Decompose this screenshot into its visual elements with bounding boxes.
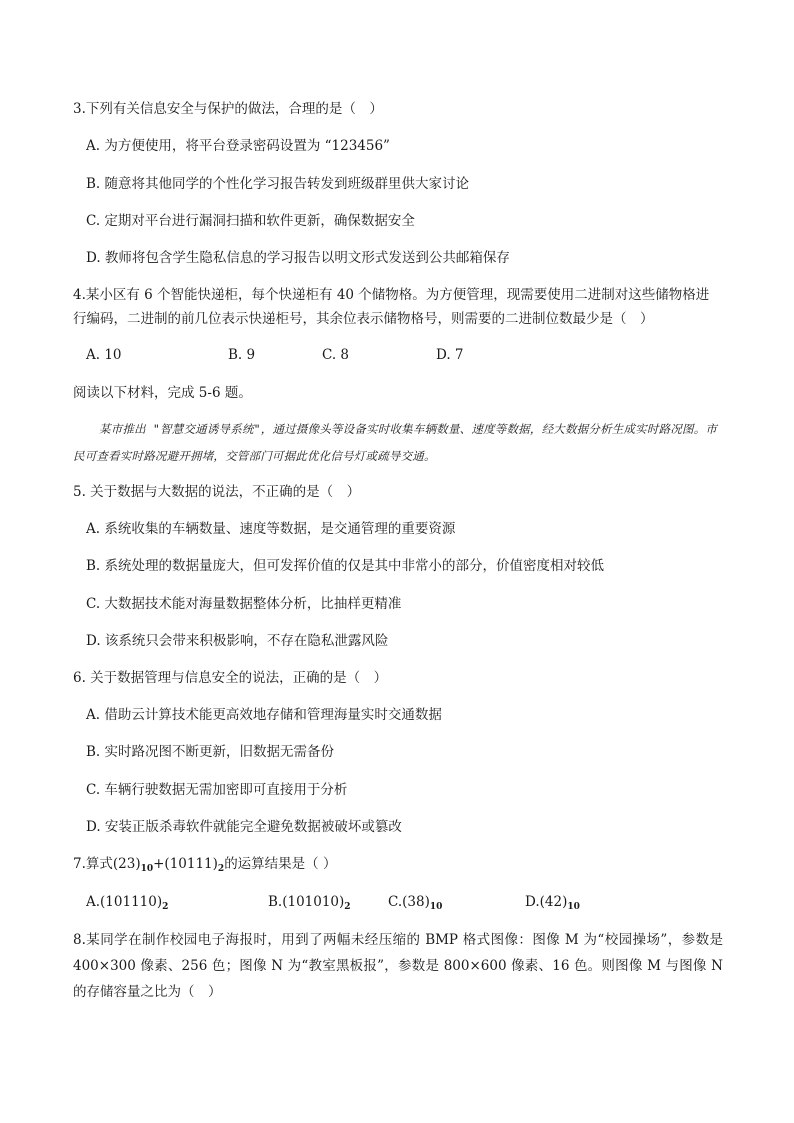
question-7-option-b-base: 2 [344,902,351,912]
question-6-stem: 6. 关于数据管理与信息安全的说法，正确的是（ ） [73,670,388,686]
question-5-option-a: A. 系统收集的车辆数量、速度等数据，是交通管理的重要资源 [86,521,456,537]
question-5-option-c: C. 大数据技术能对海量数据整体分析，比抽样更精准 [86,596,402,612]
question-7-option-d-base: 10 [567,902,580,912]
question-8-stem: 8.某同学在制作校园电子海报时，用到了两幅未经压缩的 BMP 格式图像：图像 M 为“校园操场”，参数是 400×300 像素、256 色；图像 N 为“教室黑板报”，参数是 800×600 像素、16 色。则图像 M 与图像 N 的存储容量之比为（ ） [73,932,723,1000]
question-3-option-d: D. 教师将包含学生隐私信息的学习报告以明文形式发送到公共邮箱保存 [86,250,510,266]
question-4-option-a: A. 10 [86,347,122,363]
question-7-stem-base-2: 2 [217,864,225,874]
question-7-option-a [86,892,168,917]
question-7-option-b-value: B.(101010) [268,894,345,910]
question-7-stem-mid: +(10111) [153,856,218,872]
question-3-stem: 3.下列有关信息安全与保护的做法，合理的是（ ） [73,101,383,117]
question-4-option-d: D. 7 [436,347,464,363]
question-7-option-c-value: C.(38) [388,894,430,910]
question-4-option-b: B. 9 [228,347,256,363]
question-6-option-a: A. 借助云计算技术能更高效地存储和管理海量实时交通数据 [86,707,442,723]
question-4-option-c: C. 8 [322,347,350,363]
question-5-option-b: B. 系统处理的数据量庞大，但可发挥价值的仅是其中非常小的部分，价值密度相对较低 [86,558,605,574]
question-3-option-b: B. 随意将其他同学的个性化学习报告转发到班级群里供大家讨论 [86,176,470,192]
question-3-option-a: A. 为方便使用，将平台登录密码设置为 “123456” [86,138,390,154]
question-7-option-d [525,892,580,917]
question-6-option-c: C. 车辆行驶数据无需加密即可直接用于分析 [86,782,348,798]
question-4-stem-line-2: 行编码，二进制的前几位表示快递柜号，其余位表示储物格号，则需要的二进制位数最少是（ ） [73,311,654,327]
question-7-stem-suffix: 的运算结果是（ ） [224,856,337,872]
question-7-stem [73,854,336,879]
question-7-option-c [388,892,442,917]
question-7-option-a-base: 2 [162,902,169,912]
reading-intro: 阅读以下材料，完成 5-6 题。 [73,385,252,401]
question-7-stem-prefix: 7.算式(23) [73,856,141,872]
question-3-option-c: C. 定期对平台进行漏洞扫描和软件更新，确保数据安全 [86,213,415,229]
question-6-option-d: D. 安装正版杀毒软件就能完全避免数据被破坏或篡改 [86,819,402,835]
question-6-option-b: B. 实时路况图不断更新，旧数据无需备份 [86,744,335,760]
question-7-option-a-value: A.(101110) [86,894,163,910]
question-4-stem-line-1: 4.某小区有 6 个智能快递柜，每个快递柜有 40 个储物格。为方便管理，现需要使用二进制对这些储物格进 [73,287,710,303]
question-5-stem: 5. 关于数据与大数据的说法，不正确的是（ ） [73,484,361,500]
question-7-option-c-base: 10 [429,902,443,912]
reading-material: 某市推出 "智慧交通诱导系统"，通过摄像头等设备实时收集车辆数量、速度等数据，经大数据分析生成实时路况图。市民可查看实时路况避开拥堵，交管部门可据此优化信号灯或疏导交通。 [73,422,718,463]
question-7-option-d-value: D.(42) [525,894,568,910]
question-7-stem-base-1: 10 [140,864,154,874]
question-5-option-d: D. 该系统只会带来积极影响，不存在隐私泄露风险 [86,633,389,649]
question-7-option-b [268,892,351,917]
